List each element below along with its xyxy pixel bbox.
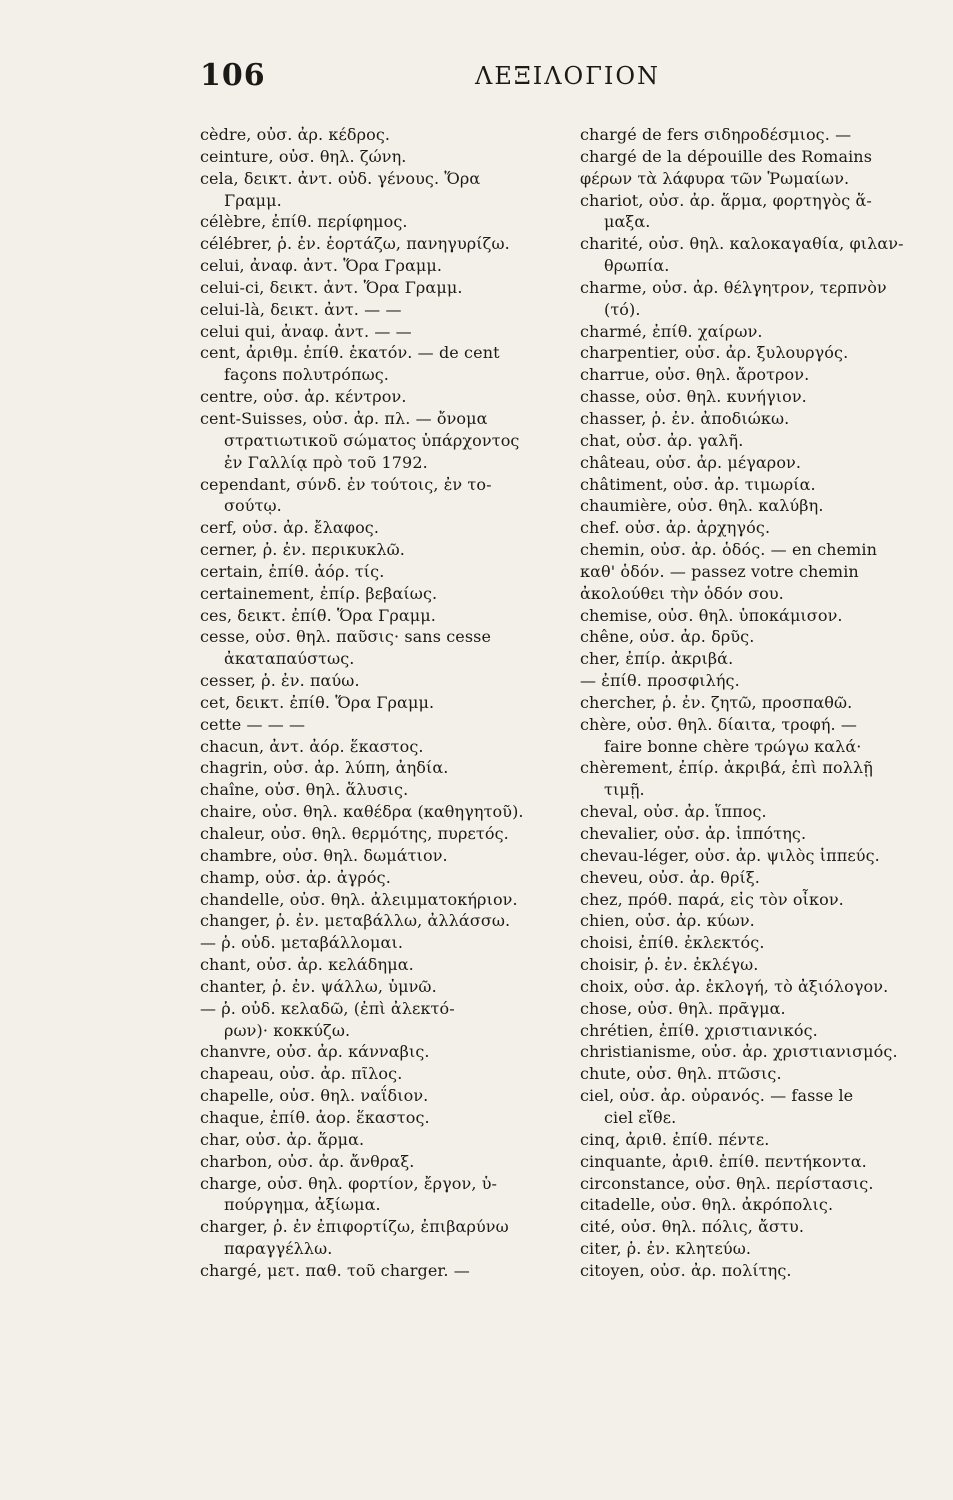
- dictionary-line: cèdre, οὐσ. ἀρ. κέδρος.: [200, 125, 391, 144]
- dictionary-line: chanter, ῥ. ἐν. ψάλλω, ὑμνῶ.: [200, 976, 437, 996]
- dictionary-line: chute, οὐσ. θηλ. πτῶσις.: [580, 1064, 782, 1084]
- dictionary-line: καθ' ὁδόν. — passez votre chemin: [580, 561, 859, 581]
- dictionary-line: ἀκολούθει τὴν ὁδόν σου.: [580, 583, 784, 603]
- dictionary-line: certainement, ἐπίρ. βεβαίως.: [200, 583, 438, 603]
- dictionary-line: chaque, ἐπίθ. ἀορ. ἕκαστος.: [200, 1107, 430, 1127]
- dictionary-line: charrue, οὐσ. θηλ. ἄροτρον.: [580, 365, 810, 385]
- dictionary-line: Γραμμ.: [224, 190, 282, 210]
- dictionary-line: chevalier, οὐσ. ἀρ. ἱππότης.: [580, 824, 807, 843]
- dictionary-line: παραγγέλλω.: [224, 1239, 333, 1259]
- dictionary-line: certain, ἐπίθ. ἀόρ. τίς.: [200, 561, 385, 581]
- dictionary-line: chanvre, οὐσ. ἀρ. κάνναβις.: [200, 1042, 430, 1062]
- dictionary-line: charme, οὐσ. ἀρ. θέλγητρον, τερπνὸν: [580, 277, 887, 297]
- dictionary-line: σούτῳ.: [224, 496, 282, 516]
- dictionary-line: celui-ci, δεικτ. ἀντ. Ὅρα Γραμμ.: [200, 277, 463, 297]
- dictionary-line: cheval, οὐσ. ἀρ. ἵππος.: [580, 802, 767, 822]
- dictionary-line: choisir, ῥ. ἐν. ἐκλέγω.: [580, 955, 759, 975]
- dictionary-line: charger, ῥ. ἐν ἐπιφορτίζω, ἐπιβαρύνω: [200, 1217, 509, 1237]
- dictionary-line: πούργημα, ἀξίωμα.: [224, 1195, 381, 1215]
- dictionary-line: citer, ῥ. ἐν. κλητεύω.: [580, 1239, 752, 1259]
- dictionary-line: champ, οὐσ. ἀρ. ἀγρός.: [200, 867, 391, 887]
- dictionary-line: chasse, οὐσ. θηλ. κυνήγιον.: [580, 387, 807, 407]
- dictionary-line: chambre, οὐσ. θηλ. δωμάτιον.: [200, 845, 448, 865]
- dictionary-line: cesser, ῥ. ἐν. παύω.: [200, 671, 360, 691]
- dictionary-line: chargé de fers σιδηροδέσμιος. —: [580, 125, 852, 144]
- dictionary-line: chemise, οὐσ. θηλ. ὑποκάμισον.: [580, 605, 843, 625]
- dictionary-line: chagrin, οὐσ. ἀρ. λύπη, ἀηδία.: [200, 758, 449, 778]
- dictionary-line: chargé de la dépouille des Romains: [580, 146, 873, 166]
- dictionary-line: chacun, ἀντ. ἀόρ. ἕκαστος.: [200, 736, 424, 756]
- dictionary-line: citoyen, οὐσ. ἀρ. πολίτης.: [580, 1260, 792, 1280]
- dictionary-line: chèrement, ἐπίρ. ἀκριβά, ἐπὶ πολλῇ: [580, 758, 873, 778]
- dictionary-line: châtiment, οὐσ. ἀρ. τιμωρία.: [580, 474, 816, 494]
- dictionary-line: — ῥ. οὐδ. κελαδῶ, (ἐπὶ ἀλεκτό-: [200, 998, 455, 1018]
- dictionary-line: chaire, οὐσ. θηλ. καθέδρα (καθηγητοῦ).: [200, 802, 524, 822]
- dictionary-line: cela, δεικτ. ἀντ. οὐδ. γένους. Ὅρα: [200, 168, 481, 188]
- dictionary-line: chat, οὐσ. ἀρ. γαλῆ.: [580, 430, 744, 450]
- dictionary-line: cerner, ῥ. ἐν. περικυκλῶ.: [200, 540, 405, 560]
- dictionary-line: charmé, ἐπίθ. χαίρων.: [580, 321, 763, 341]
- dictionary-line: citadelle, οὐσ. θηλ. ἀκρόπολις.: [580, 1195, 834, 1215]
- dictionary-line: ρων)· κοκκύζω.: [224, 1020, 351, 1040]
- dictionary-line: ces, δεικτ. ἐπίθ. Ὅρα Γραμμ.: [200, 605, 436, 625]
- dictionary-line: façons πολυτρόπως.: [224, 365, 389, 385]
- dictionary-line: chant, οὐσ. ἀρ. κελάδημα.: [200, 955, 414, 975]
- dictionary-line: christianisme, οὐσ. ἀρ. χριστιανισμός.: [580, 1042, 898, 1062]
- dictionary-line: centre, οὐσ. ἀρ. κέντρον.: [200, 387, 407, 407]
- dictionary-line: ἐν Γαλλίᾳ πρὸ τοῦ 1792.: [224, 452, 428, 472]
- dictionary-line: τιμῇ.: [604, 780, 645, 800]
- dictionary-line: chapelle, οὐσ. θηλ. ναΐδιον.: [200, 1086, 429, 1106]
- dictionary-line: charge, οὐσ. θηλ. φορτίον, ἔργον, ὑ-: [200, 1173, 498, 1193]
- dictionary-line: cesse, οὐσ. θηλ. παῦσις· sans cesse: [200, 627, 492, 647]
- dictionary-line: cité, οὐσ. θηλ. πόλις, ἄστυ.: [580, 1217, 805, 1237]
- dictionary-line: μαξα.: [604, 212, 651, 232]
- dictionary-line: ciel, οὐσ. ἀρ. οὐρανός. — fasse le: [580, 1086, 854, 1106]
- dictionary-line: château, οὐσ. ἀρ. μέγαρον.: [580, 452, 802, 472]
- dictionary-line: char, οὐσ. ἀρ. ἅρμα.: [200, 1129, 365, 1149]
- dictionary-line: chez, πρόθ. παρά, εἰς τὸν οἶκον.: [580, 889, 844, 909]
- dictionary-line: chaumière, οὐσ. θηλ. καλύβη.: [580, 496, 824, 516]
- dictionary-line: charbon, οὐσ. ἀρ. ἄνθραξ.: [200, 1151, 415, 1171]
- dictionary-line: chaleur, οὐσ. θηλ. θερμότης, πυρετός.: [200, 824, 509, 843]
- dictionary-line: ceinture, οὐσ. θηλ. ζώνη.: [200, 146, 407, 166]
- dictionary-line: celui qui, ἀναφ. ἀντ. — —: [200, 321, 412, 341]
- dictionary-line: cinquante, ἀριθ. ἐπίθ. πεντήκοντα.: [580, 1151, 867, 1171]
- dictionary-line: chemin, οὐσ. ἀρ. ὁδός. — en chemin: [580, 540, 878, 560]
- dictionary-line: faire bonne chère τρώγω καλά·: [604, 736, 862, 756]
- dictionary-line: cerf, οὐσ. ἀρ. ἔλαφος.: [200, 518, 380, 538]
- dictionary-line: changer, ῥ. ἐν. μεταβάλλω, ἀλλάσσω.: [200, 911, 511, 931]
- right-column: [580, 124, 920, 1282]
- dictionary-line: chrétien, ἐπίθ. χριστιανικός.: [580, 1020, 818, 1040]
- dictionary-line: cinq, ἀριθ. ἐπίθ. πέντε.: [580, 1129, 770, 1149]
- dictionary-line: celui, ἀναφ. ἀντ. Ὅρα Γραμμ.: [200, 256, 443, 276]
- dictionary-line: chêne, οὐσ. ἀρ. δρῦς.: [580, 627, 755, 647]
- dictionary-line: célébrer, ῥ. ἐν. ἑορτάζω, πανηγυρίζω.: [200, 234, 510, 254]
- dictionary-line: chose, οὐσ. θηλ. πρᾶγμα.: [580, 998, 786, 1018]
- dictionary-line: chaîne, οὐσ. θηλ. ἅλυσις.: [200, 780, 409, 800]
- dictionary-line: chasser, ῥ. ἐν. ἀποδιώκω.: [580, 408, 790, 428]
- dictionary-line: choisi, ἐπίθ. ἐκλεκτός.: [580, 933, 765, 953]
- dictionary-line: chère, οὐσ. θηλ. δίαιτα, τροφή. —: [580, 714, 857, 734]
- dictionary-line: — ἐπίθ. προσφιλής.: [580, 671, 740, 691]
- dictionary-line: — ῥ. οὐδ. μεταβάλλομαι.: [200, 933, 404, 953]
- dictionary-line: cent-Suisses, οὐσ. ἀρ. πλ. — ὄνομα: [200, 408, 488, 428]
- dictionary-line: chariot, οὐσ. ἀρ. ἅρμα, φορτηγὸς ἅ-: [580, 190, 872, 210]
- dictionary-line: ἀκαταπαύστως.: [224, 649, 355, 669]
- dictionary-line: στρατιωτικοῦ σώματος ὑπάρχοντος: [224, 430, 520, 450]
- dictionary-line: θρωπία.: [604, 256, 670, 276]
- dictionary-line: chef. οὐσ. ἀρ. ἀρχηγός.: [580, 518, 771, 538]
- dictionary-line: cependant, σύνδ. ἐν τούτοις, ἐν το-: [200, 474, 492, 494]
- dictionary-line: chapeau, οὐσ. ἀρ. πῖλος.: [200, 1064, 403, 1084]
- dictionary-line: (τό).: [604, 299, 641, 319]
- dictionary-line: celui-là, δεικτ. ἀντ. — —: [200, 299, 402, 319]
- dictionary-line: chandelle, οὐσ. θηλ. ἀλειμματοκήριον.: [200, 889, 518, 909]
- dictionary-line: chevau-léger, οὐσ. ἀρ. ψιλὸς ἱππεύς.: [580, 845, 880, 865]
- dictionary-line: cette — — —: [200, 714, 306, 734]
- dictionary-line: φέρων τὰ λάφυρα τῶν Ῥωμαίων.: [580, 168, 850, 188]
- running-title: ΛΕΞΙΛΟΓΙΟΝ: [475, 62, 661, 90]
- left-column: [200, 124, 550, 1282]
- dictionary-line: charité, οὐσ. θηλ. καλοκαγαθία, φιλαν-: [580, 234, 904, 254]
- dictionary-line: ciel εἴθε.: [604, 1107, 677, 1127]
- dictionary-line: cher, ἐπίρ. ἀκριβά.: [580, 649, 734, 669]
- dictionary-line: chien, οὐσ. ἀρ. κύων.: [580, 911, 755, 931]
- dictionary-line: choix, οὐσ. ἀρ. ἐκλογή, τὸ ἀξιόλογον.: [580, 976, 889, 996]
- dictionary-line: circonstance, οὐσ. θηλ. περίστασις.: [580, 1173, 874, 1193]
- dictionary-line: cheveu, οὐσ. ἀρ. θρίξ.: [580, 867, 760, 887]
- dictionary-line: cent, ἀριθμ. ἐπίθ. ἑκατόν. — de cent: [200, 343, 500, 363]
- dictionary-line: chargé, μετ. παθ. τοῦ charger. —: [200, 1260, 470, 1280]
- dictionary-line: cet, δεικτ. ἐπίθ. Ὅρα Γραμμ.: [200, 692, 435, 712]
- page-number: 106: [200, 58, 266, 93]
- dictionary-line: charpentier, οὐσ. ἀρ. ξυλουργός.: [580, 343, 849, 363]
- dictionary-line: chercher, ῥ. ἐν. ζητῶ, προσπαθῶ.: [580, 692, 853, 712]
- page-header: [200, 58, 760, 102]
- dictionary-line: célèbre, ἐπίθ. περίφημος.: [200, 212, 408, 232]
